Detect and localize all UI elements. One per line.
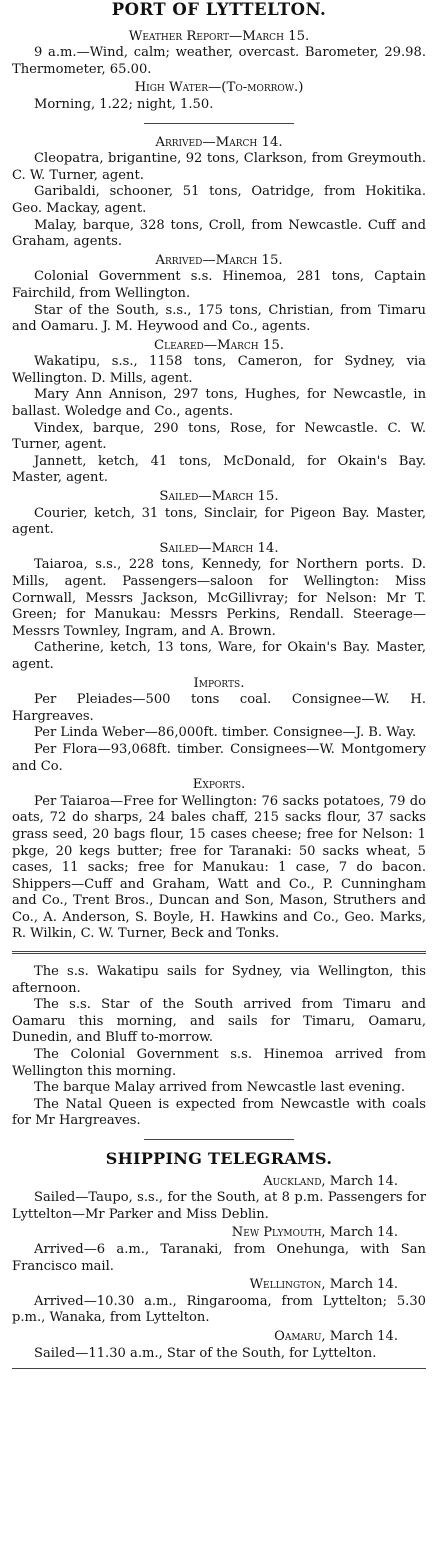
arrival-entry: Colonial Government s.s. Hinemoa, 281 tons, Captain Fairchild, from Wellington. — [12, 269, 426, 301]
sailed-entry: Courier, ketch, 31 tons, Sinclair, for Pigeon Bay. Master, agent. — [12, 505, 426, 538]
import-entry: Per Flora—93,068ft. timber. Consignees—W. Montgomery and Co. — [12, 741, 426, 774]
weather-heading: Weather Report—March 15. — [128, 28, 310, 44]
telegram-text: Sailed—Taupo, s.s., for the South, at 8 p.m. Passengers for Lyttelton—Mr Parker and Miss Deblin. — [12, 1190, 426, 1222]
bottom-rule — [12, 1368, 426, 1369]
imports-heading: Imports. — [193, 675, 245, 691]
telegram-place: Wellington, — [249, 1277, 326, 1293]
export-entry: Per Taiaroa—Free for Wellington: 76 sacks potatoes, 79 do oats, 72 do sharps, 24 bales chaff, 215 sacks flour, 37 sacks grass seed, 20 bags flour, 15 cases cheese; free for Nelson: 1 pkge, 20 kegs butter; free for Taranaki: 50 sacks wheat, 5 cases, 11 sacks; free for Manukau: 1 case, 7 do bacon. Shippers—Cuff and Graham, Watt and Co., P. Cunningham and Co., Trent Bros., Duncan and Son, Mason, Struthers and Co., A. Anderson, S. Boyle, H. Hawkins and Co., Geo. Marks, R. Wilkin, C. W. Turner, Beck and Tonks. — [12, 793, 426, 942]
telegram-place: New Plymouth, — [231, 1225, 326, 1241]
telegram-text: Arrived—10.30 a.m., Ringarooma, from Lyttelton; 5.30 p.m., Wanaka, from Lyttelton. — [12, 1293, 426, 1326]
arrival-entry: Cleopatra, brigantine, 92 tons, Clarkson, from Greymouth. C. W. Turner, agent. — [12, 151, 426, 183]
shipping-note: The barque Malay arrived from Newcastle last evening. — [34, 1080, 406, 1096]
sailed-entry: Taiaroa, s.s., 228 tons, Kennedy, for Northern ports. D. Mills, agent. Passengers—saloon for Wellington: Miss Cornwall, Messrs Jackson, McGillivray; for Nelson: Mr T. Green; for Manukau: Messrs Perkins, Rendall. Steerage—Messrs Townley, Ingram, and A. Brown. — [12, 557, 426, 639]
page-title: PORT OF LYTTELTON. — [111, 0, 327, 19]
shipping-note: The Colonial Government s.s. Hinemoa arrived from Wellington this morning. — [12, 1047, 426, 1079]
telegram-text: Arrived—6 a.m., Taranaki, from Onehunga, with San Francisco mail. — [12, 1241, 426, 1274]
exports-heading: Exports. — [192, 777, 246, 793]
telegram-dateline — [12, 1277, 426, 1294]
cleared-entry: Jannett, ketch, 41 tons, McDonald, for Okain's Bay. Master, agent. — [12, 453, 426, 486]
telegram-date: March 14. — [329, 1328, 398, 1344]
telegram-date: March 14. — [329, 1277, 398, 1293]
shipping-note: The s.s. Star of the South arrived from Timaru and Oamaru this morning, and sails for Timaru, Oamaru, Dunedin, and Bluff to-morrow. — [12, 997, 426, 1046]
weather-text: 9 a.m.—Wind, calm; weather, overcast. Barometer, 29.98. Thermometer, 65.00. — [12, 45, 426, 77]
telegram-place: Oamaru, — [274, 1328, 326, 1344]
telegram-text: Sailed—11.30 a.m., Star of the South, for Lyttelton. — [34, 1345, 377, 1361]
newspaper-column — [0, 2, 432, 1369]
import-entry: Per Linda Weber—86,000ft. timber. Consignee—J. B. Way. — [34, 725, 417, 741]
telegram-dateline — [12, 1225, 426, 1242]
arrived-heading: Arrived—March 15. — [155, 252, 283, 268]
shipping-note: The s.s. Wakatipu sails for Sydney, via Wellington, this afternoon. — [12, 964, 426, 996]
telegram-dateline — [12, 1174, 426, 1191]
cleared-heading: Cleared—March 15. — [153, 337, 285, 353]
sailed-heading: Sailed—March 14. — [159, 540, 279, 556]
arrival-entry: Malay, barque, 328 tons, Croll, from Newcastle. Cuff and Graham, agents. — [12, 217, 426, 250]
telegram-place: Auckland, — [263, 1173, 326, 1189]
section-divider — [144, 1139, 294, 1140]
telegram-date: March 14. — [329, 1173, 398, 1189]
section-divider — [144, 123, 294, 124]
section-rule — [12, 951, 426, 954]
high-water-text: Morning, 1.22; night, 1.50. — [34, 96, 214, 112]
arrival-entry: Garibaldi, schooner, 51 tons, Oatridge, from Hokitika. Geo. Mackay, agent. — [12, 184, 426, 216]
shipping-note: The Natal Queen is expected from Newcastle with coals for Mr Hargreaves. — [12, 1096, 426, 1129]
import-entry: Per Pleiades—500 tons coal. Consignee—W. H. Hargreaves. — [12, 692, 426, 724]
cleared-entry: Vindex, barque, 290 tons, Rose, for Newcastle. C. W. Turner, agent. — [12, 420, 426, 453]
telegram-dateline — [12, 1329, 426, 1346]
cleared-entry: Wakatipu, s.s., 1158 tons, Cameron, for Sydney, via Wellington. D. Mills, agent. — [12, 354, 426, 386]
arrival-entry: Star of the South, s.s., 175 tons, Christian, from Timaru and Oamaru. J. M. Heywood and Co., agents. — [12, 302, 426, 335]
high-water-heading: High Water—(To-morrow.) — [134, 80, 304, 96]
telegram-date: March 14. — [329, 1225, 398, 1241]
sailed-entry: Catherine, ketch, 13 tons, Ware, for Okain's Bay. Master, agent. — [12, 640, 426, 672]
telegrams-title: SHIPPING TELEGRAMS. — [105, 1149, 333, 1168]
sailed-heading: Sailed—March 15. — [159, 489, 279, 505]
arrived-heading: Arrived—March 14. — [155, 134, 283, 150]
cleared-entry: Mary Ann Annison, 297 tons, Hughes, for Newcastle, in ballast. Woledge and Co., agents. — [12, 387, 426, 420]
